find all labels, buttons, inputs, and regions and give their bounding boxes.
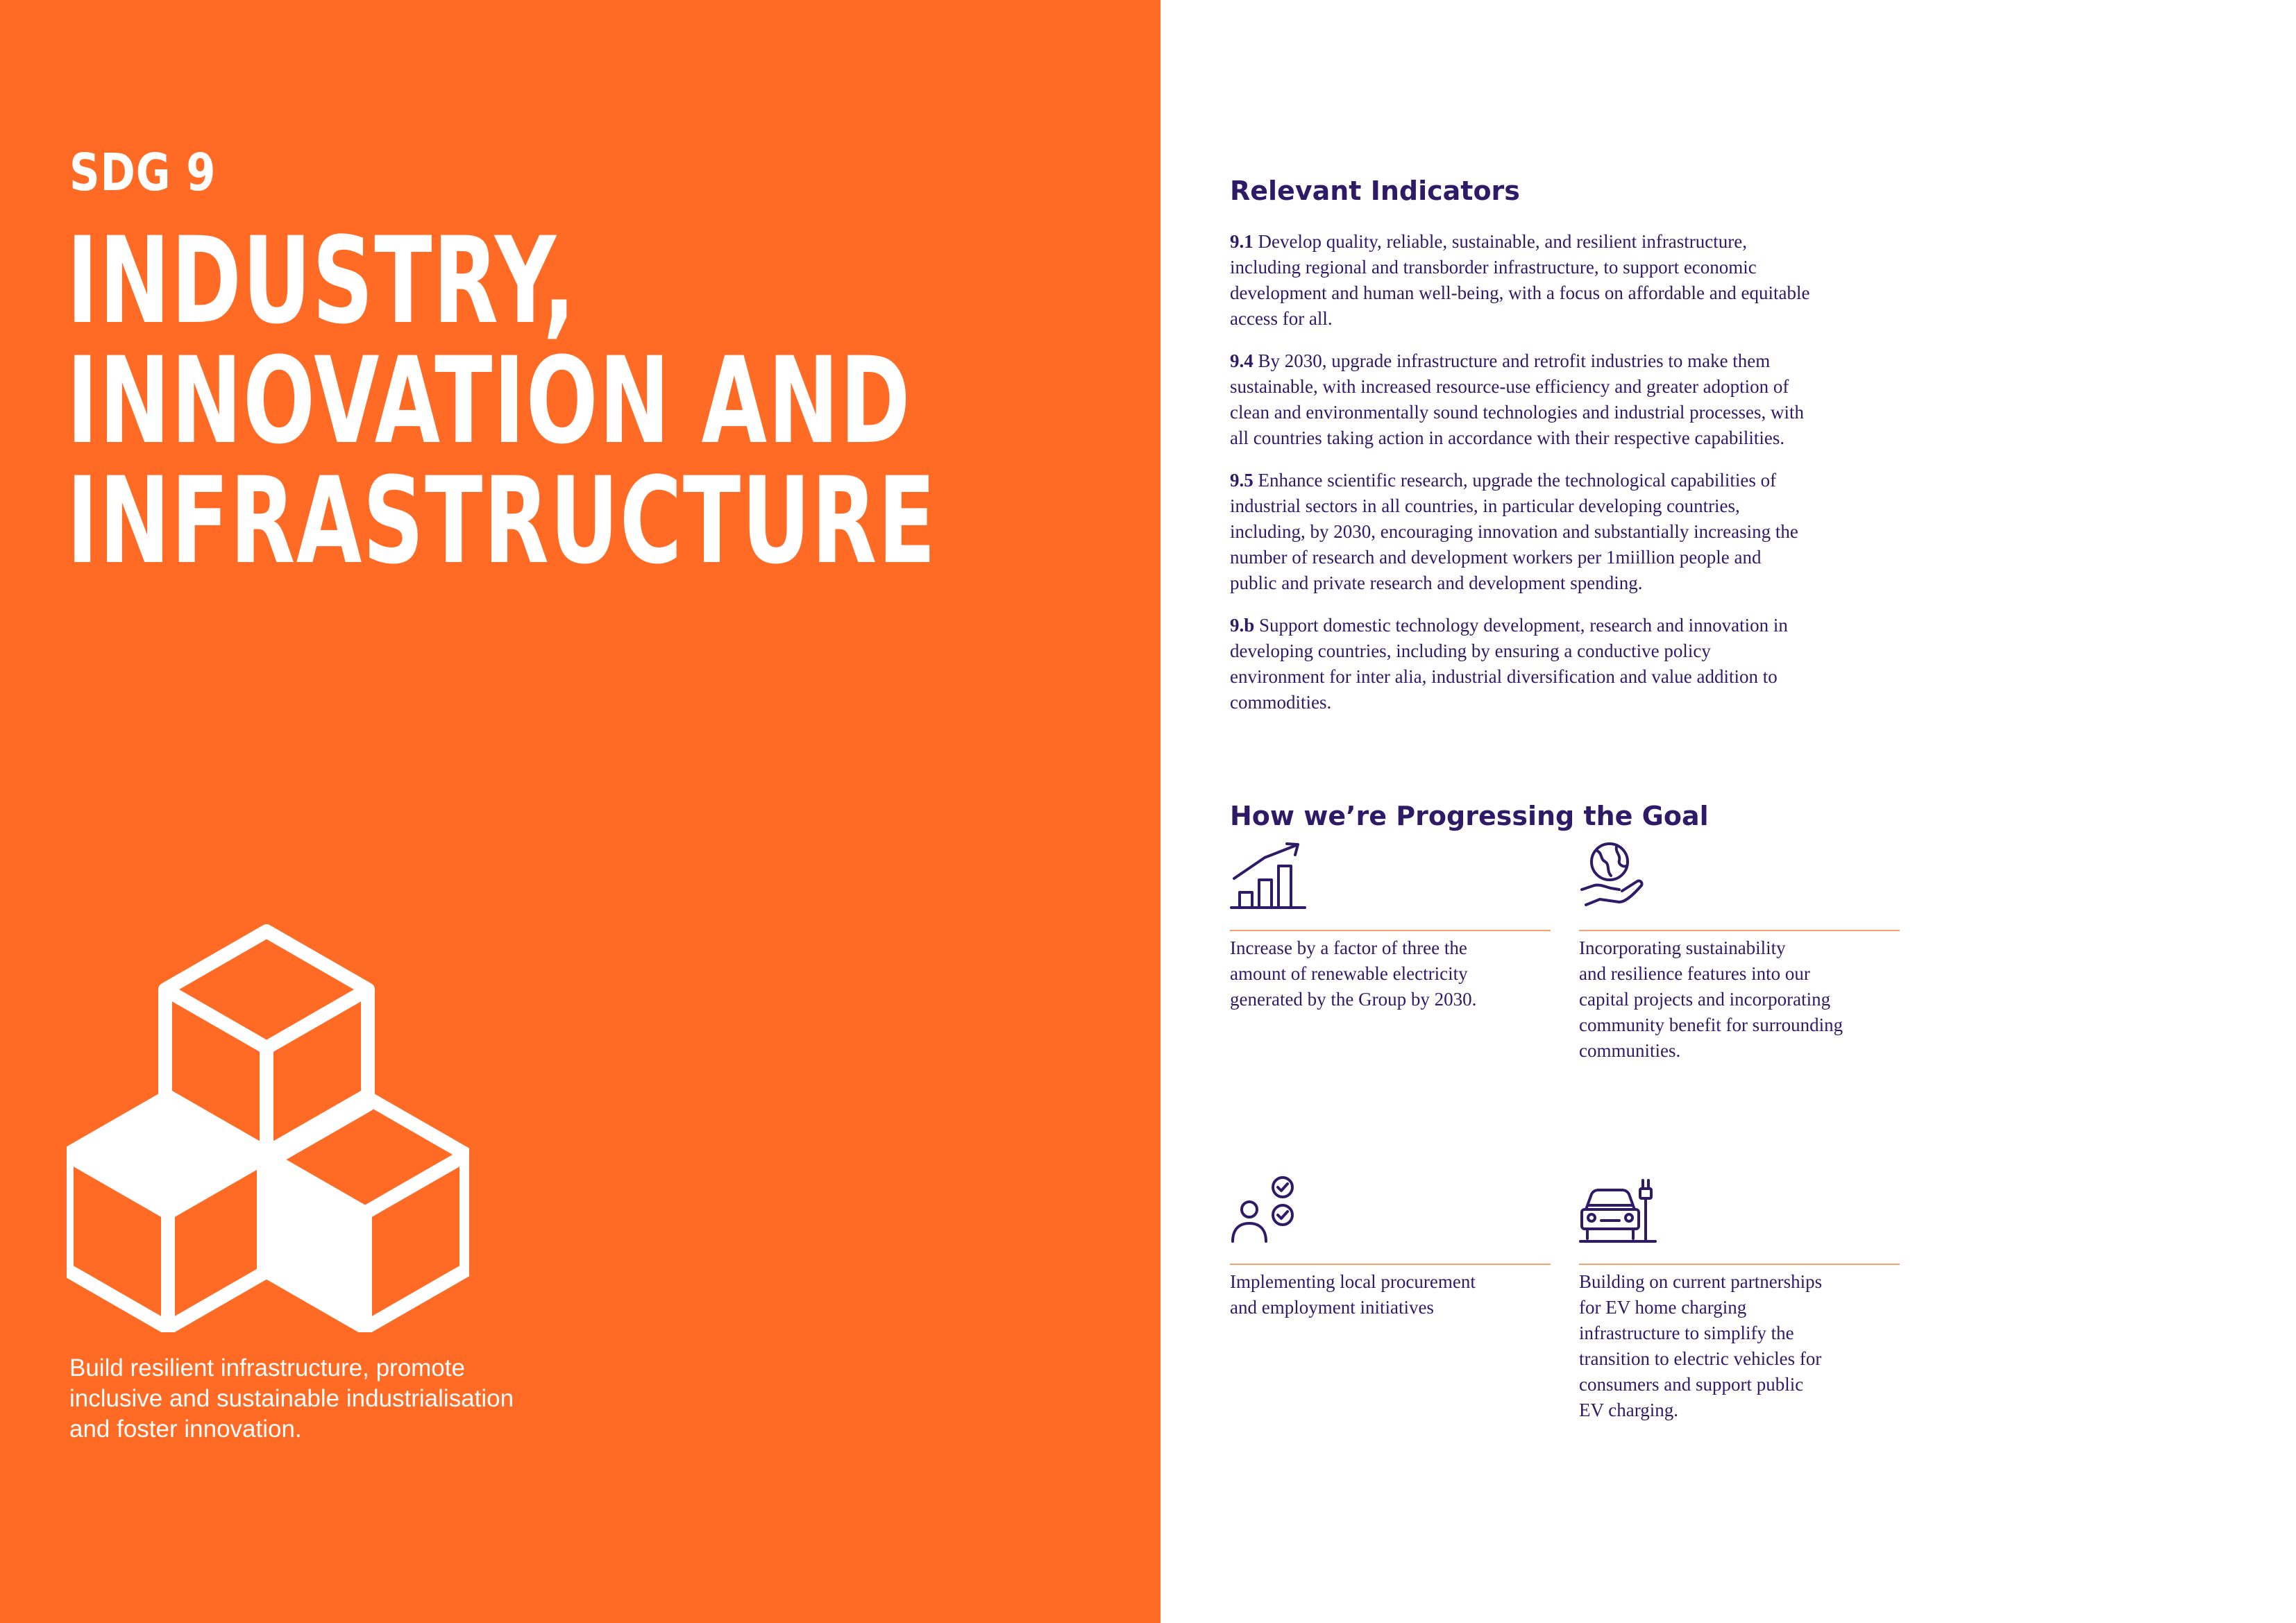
page-title <box>67 211 1003 590</box>
indicators-heading: Relevant Indicators <box>1230 176 1520 206</box>
indicator-item: 9.b Support domestic technology development, research and innovation in developing countries, including by ensuring a conductive policy environment for inter alia, industrial diversification and value addition to commodities. <box>1230 615 1788 713</box>
goal-text: Implementing local procurement and employment initiatives <box>1230 1271 1476 1318</box>
ev-car-plug-icon <box>1579 1175 1657 1244</box>
divider <box>1230 1264 1551 1265</box>
tagline-line-3: and foster innovation. <box>69 1416 302 1443</box>
indicator-number: 9.4 <box>1230 350 1253 371</box>
tagline-line-1: Build resilient infrastructure, promote <box>69 1354 465 1382</box>
goal-text: Increase by a factor of three the amount of renewable electricity generated by the Group by 2030. <box>1230 937 1477 1010</box>
globe-in-hand-icon <box>1579 841 1645 910</box>
title-line-2: INNOVATION AND <box>67 331 911 470</box>
bar-chart-growth-icon <box>1230 841 1306 910</box>
progress-heading: How we’re Progressing the Goal <box>1230 801 1709 831</box>
divider <box>1579 930 1900 931</box>
indicator-number: 9.b <box>1230 615 1255 636</box>
indicators-list <box>1230 229 1924 732</box>
indicator-number: 9.5 <box>1230 470 1253 491</box>
indicator-item: 9.4 By 2030, upgrade infrastructure and retrofit industries to make them sustainable, with increased resource-use efficiency and greater adoption of clean and environmentally sound technologies and industrial processes, with all countries taking action in accordance with their respective capabilities. <box>1230 350 1805 448</box>
divider <box>1230 930 1551 931</box>
sdg-label: SDG 9 <box>69 143 217 203</box>
indicator-number: 9.1 <box>1230 231 1253 252</box>
people-checkmarks-icon <box>1230 1175 1299 1244</box>
title-line-3: INFRASTRUCTURE <box>67 451 937 590</box>
tagline <box>69 1353 625 1445</box>
divider <box>1579 1264 1900 1265</box>
tagline-line-2: inclusive and sustainable industrialisation <box>69 1385 514 1412</box>
indicator-item: 9.1 Develop quality, reliable, sustainable, and resilient infrastructure, including regional and transborder infrastructure, to support economic development and human well-being, with a focus on affordable and equitable access for all. <box>1230 231 1810 329</box>
stacked-cubes-icon <box>67 923 469 1332</box>
indicator-item: 9.5 Enhance scientific research, upgrade the technological capabilities of industrial sectors in all countries, in particular developing countries, including, by 2030, encouraging innovation and substantially increasing the number of research and development workers per 1miillion people and public and private research and development spending. <box>1230 470 1798 593</box>
title-line-1: INDUSTRY, <box>67 211 577 350</box>
goal-text: Incorporating sustainability and resilience features into our capital projects and incorporating community benefit for surrounding communities. <box>1579 937 1843 1061</box>
goal-text: Building on current partnerships for EV home charging infrastructure to simplify the transition to electric vehicles for consumers and support public EV charging. <box>1579 1271 1823 1420</box>
